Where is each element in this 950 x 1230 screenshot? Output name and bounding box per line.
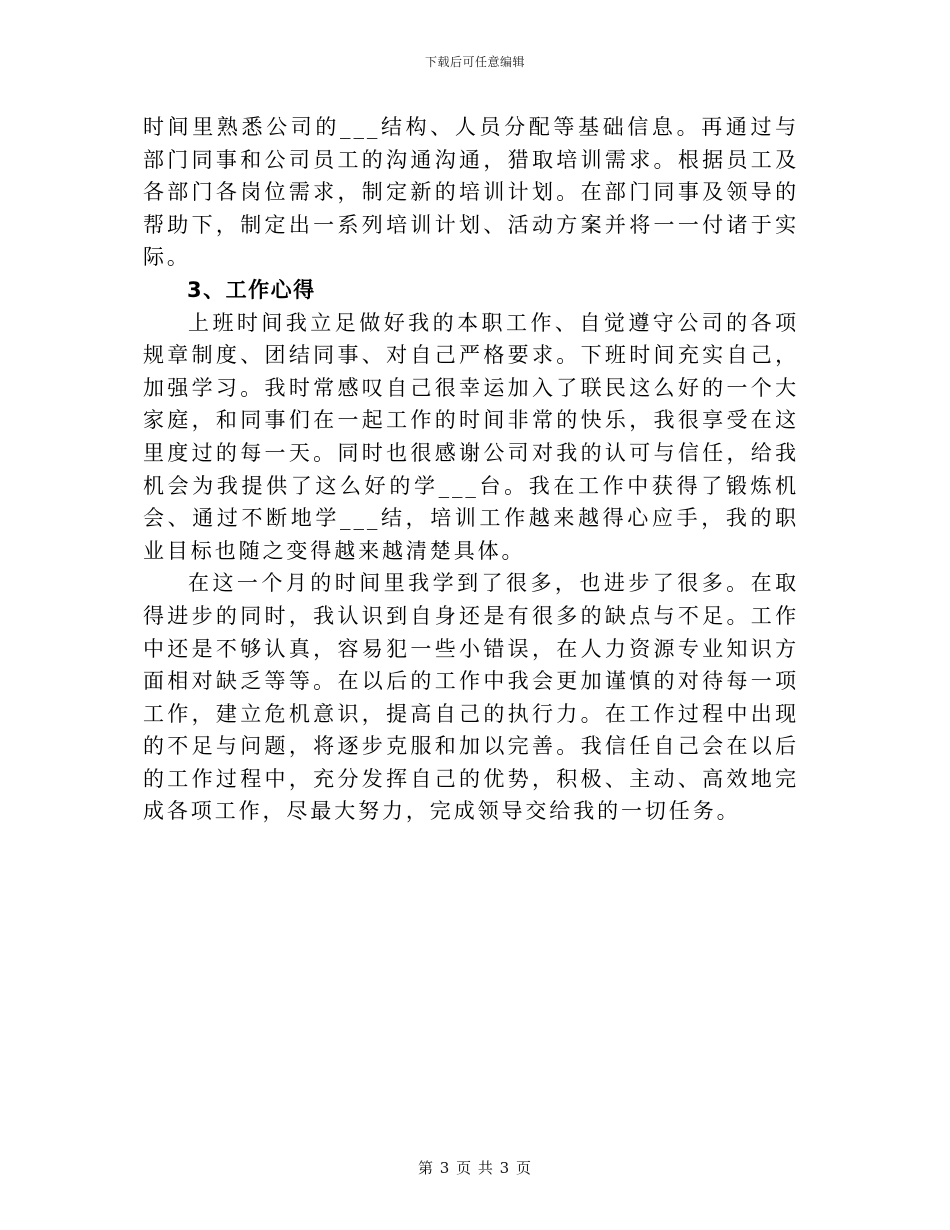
paragraph-work-insights: 上班时间我立足做好我的本职工作、自觉遵守公司的各项规章制度、团结同事、对自己严格要求。下班时间充实自己，加强学习。我时常感叹自己很幸运加入了联民这么好的一个大家庭，和同事们在一起工作的时间非常的快乐，我很享受在这里度过的每一天。同时也很感谢公司对我的认可与信任，给我机会为我提供了这么好的学___台。我在工作中获得了锻炼机会、通过不断地学___结，培训工作越来越得心应手，我的职业目标也随之变得越来越清楚具体。 xyxy=(143,310,799,563)
page-number-footer: 第 3 页 共 3 页 xyxy=(418,1159,532,1177)
paragraph-continuation: 时间里熟悉公司的___结构、人员分配等基础信息。再通过与部门同事和公司员工的沟通沟通，猎取培训需求。根据员工及各部门各岗位需求，制定新的培训计划。在部门同事及领导的帮助下，制定出一系列培训计划、活动方案并将一一付诸于实际。 xyxy=(143,115,799,270)
paragraph-summary: 在这一个月的时间里我学到了很多，也进步了很多。在取得进步的同时，我认识到自身还是有很多的缺点与不足。工作中还是不够认真，容易犯一些小错误，在人力资源专业知识方面相对缺乏等等。在以后的工作中我会更加谨慎的对待每一项工作，建立危机意识，提高自己的执行力。在工作过程中出现的不足与问题，将逐步克服和加以完善。我信任自己会在以后的工作过程中，充分发挥自己的优势，积极、主动、高效地完成各项工作，尽最大努力，完成领导交给我的一切任务。 xyxy=(143,571,799,824)
page-header: 下载后可任意编辑 xyxy=(424,55,525,69)
section-heading-work-insights: 3、工作心得 xyxy=(187,277,316,302)
document-body xyxy=(143,111,799,828)
